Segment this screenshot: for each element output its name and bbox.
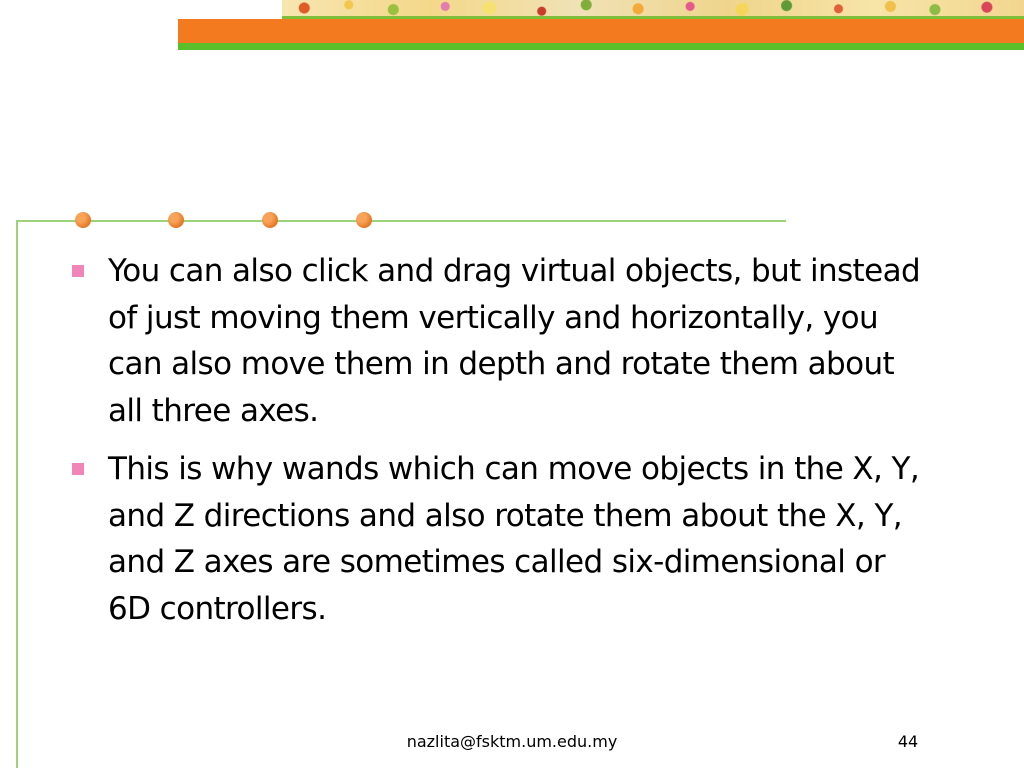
square-bullet-icon — [72, 463, 84, 475]
decorative-dot-2 — [168, 212, 184, 228]
decorative-dot-1 — [75, 212, 91, 228]
bullet-text: You can also click and drag virtual objects, but instead of just moving them vertically and horizontally, you can also move them in depth and rotate them about all three axes. — [108, 253, 921, 429]
decorative-dot-3 — [262, 212, 278, 228]
orange-header-bar — [178, 19, 1024, 43]
square-bullet-icon — [72, 265, 84, 277]
slide-content — [70, 248, 930, 644]
horizontal-divider — [16, 220, 786, 222]
footer-email: nazlita@fsktm.um.edu.my — [406, 732, 618, 751]
bullet-text: This is why wands which can move objects in the X, Y, and Z directions and also rotate them about the X, Y, and Z axes are sometimes called six-dimensional or 6D controllers. — [108, 451, 920, 627]
bullet-item — [70, 446, 930, 632]
vertical-divider — [16, 220, 18, 768]
bullet-list — [70, 248, 930, 632]
page-number: 44 — [897, 732, 919, 751]
green-header-bar — [178, 43, 1024, 50]
bullet-item — [70, 248, 930, 434]
decorative-dot-4 — [356, 212, 372, 228]
floral-banner — [282, 0, 1024, 16]
